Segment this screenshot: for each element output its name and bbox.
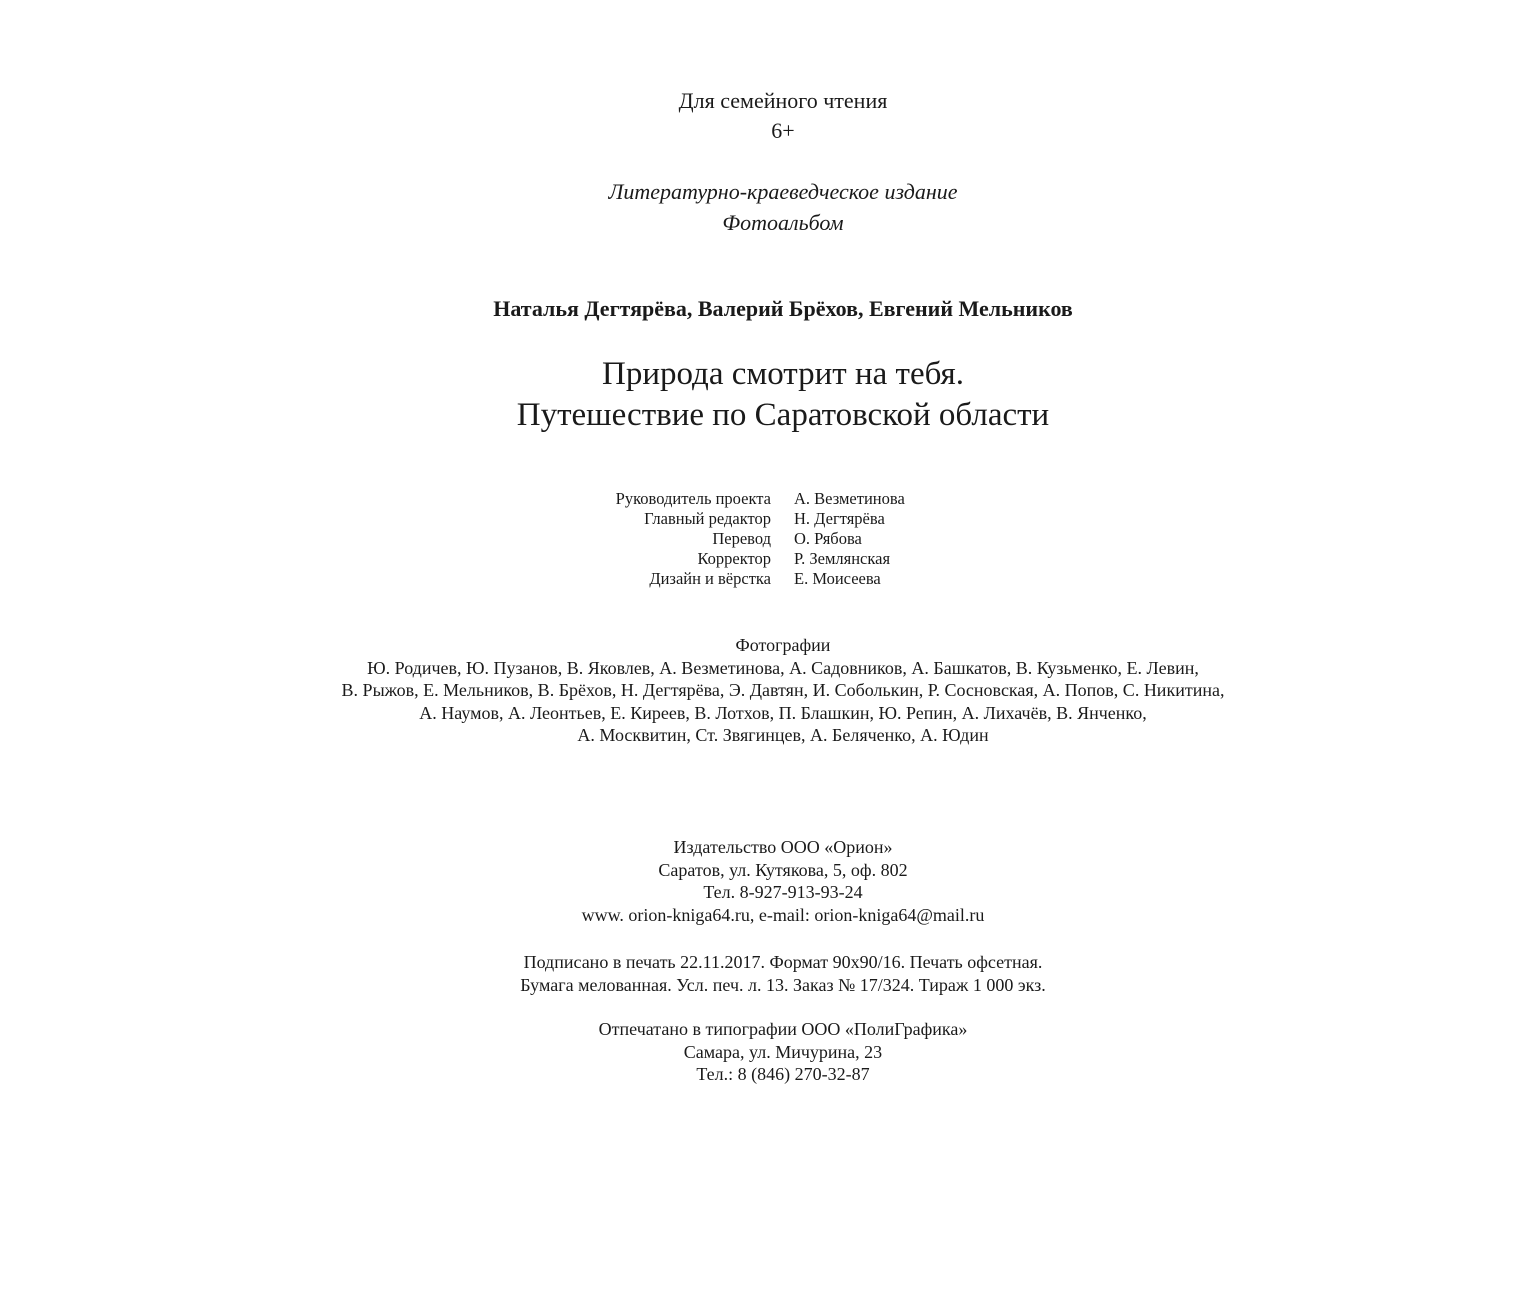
book-title	[0, 354, 1536, 436]
print-details-line-1: Подписано в печать 22.11.2017. Формат 90х90/16. Печать офсетная.	[523, 952, 1043, 972]
printer-info	[0, 1018, 1536, 1086]
edition-type-block	[0, 176, 1536, 238]
credit-name: Н. Дегтярёва	[794, 509, 885, 528]
printer-phone: Тел.: 8 (846) 270-32-87	[696, 1064, 870, 1084]
credit-row	[0, 509, 1536, 529]
print-details-line-2: Бумага мелованная. Усл. печ. л. 13. Заказ № 17/324. Тираж 1 000 экз.	[520, 974, 1046, 995]
title-line-2: Путешествие по Саратовской области	[516, 397, 1050, 433]
title-line-1: Природа смотрит на тебя.	[601, 356, 964, 392]
publisher-name: Издательство ООО «Орион»	[673, 837, 893, 857]
credit-name: А. Везметинова	[794, 489, 905, 508]
photo-credits-line: А. Наумов, А. Леонтьев, Е. Киреев, В. Лотхов, П. Блашкин, Ю. Репин, А. Лихачёв, В. Янченко,	[419, 702, 1147, 723]
photo-credits	[0, 634, 1536, 747]
print-details	[0, 951, 1536, 996]
publisher-phone: Тел. 8-927-913-93-24	[703, 882, 863, 902]
credit-role: Перевод	[712, 529, 771, 548]
edition-subtype: Фотоальбом	[722, 210, 844, 235]
credit-row	[0, 529, 1536, 549]
audience-label: Для семейного чтения	[678, 88, 888, 113]
authors-line: Наталья Дегтярёва, Валерий Брёхов, Евгений Мельников	[493, 296, 1073, 321]
credit-name: Е. Моисеева	[794, 569, 881, 588]
credit-row	[0, 569, 1536, 589]
publisher-address: Саратов, ул. Кутякова, 5, оф. 802	[658, 859, 908, 880]
photo-credits-line: В. Рыжов, Е. Мельников, В. Брёхов, Н. Дегтярёва, Э. Давтян, И. Соболькин, Р. Сосновская, А. Попов, С. Никитина,	[341, 680, 1225, 700]
printer-name: Отпечатано в типографии ООО «ПолиГрафика»	[598, 1019, 968, 1039]
credit-role: Руководитель проекта	[615, 489, 771, 508]
age-rating: 6+	[771, 118, 795, 143]
credit-row	[0, 549, 1536, 569]
photo-credits-line: Ю. Родичев, Ю. Пузанов, В. Яковлев, А. Везметинова, А. Садовников, А. Башкатов, В. Кузьменко, Е. Левин,	[367, 657, 1199, 678]
authors	[0, 294, 1536, 324]
printer-address: Самара, ул. Мичурина, 23	[683, 1041, 883, 1062]
credit-role: Главный редактор	[644, 509, 771, 528]
credits-list	[0, 489, 1536, 589]
credit-name: О. Рябова	[794, 529, 862, 548]
publisher-web: www. orion-kniga64.ru, e-mail: orion-kniga64@mail.ru	[581, 904, 985, 925]
publisher-info	[0, 836, 1536, 926]
credit-row	[0, 489, 1536, 509]
credit-name: Р. Землянская	[794, 549, 891, 568]
credit-role: Корректор	[697, 549, 771, 568]
photo-credits-line: А. Москвитин, Ст. Звягинцев, А. Беляченко, А. Юдин	[577, 725, 989, 745]
credit-role: Дизайн и вёрстка	[649, 569, 771, 588]
audience-block	[0, 86, 1536, 146]
photo-credits-heading: Фотографии	[735, 635, 831, 655]
edition-type: Литературно-краеведческое издание	[608, 179, 958, 204]
